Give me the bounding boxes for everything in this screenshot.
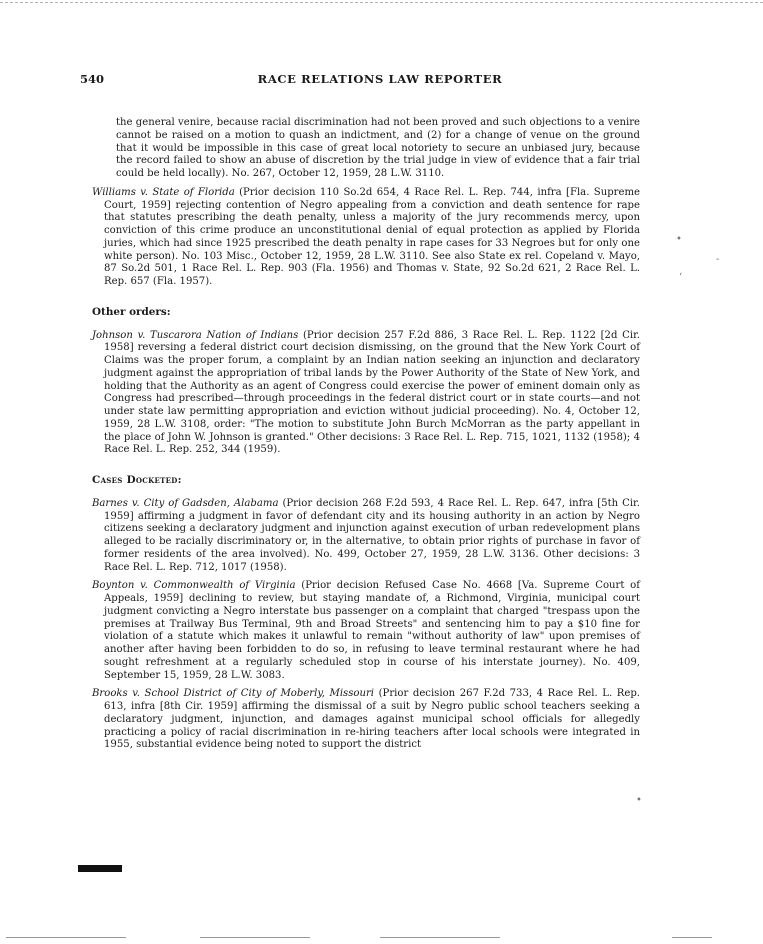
running-head: RACE RELATIONS LAW REPORTER	[257, 72, 503, 86]
section-heading-other-orders: Other orders:	[92, 305, 171, 318]
case-entry	[92, 580, 640, 682]
case-name: Barnes v. City of Gadsden, Alabama	[92, 497, 279, 509]
section-heading-cases-docketed: Cases Docketed:	[92, 474, 182, 486]
case-name: Boynton v. Commonwealth of Virginia	[92, 580, 296, 592]
scan-speck: -	[716, 254, 720, 265]
scan-bottom-edge	[200, 937, 310, 938]
case-entry	[92, 498, 640, 575]
case-name: Williams v. State of Florida	[92, 186, 235, 198]
scan-speck: •	[676, 234, 682, 245]
case-text: the general venire, because racial discrimination had not been proved and such objections to a venire cannot be raised on a motion to quash an indictment, and (2) for a change of venue on the ground that it would be impossible in this case of great local notoriety to secure an unbiased jury, because the record failed to show an abuse of discretion by the trial judge in view of evidence that a fair trial could be held locally). No. 267, October 12, 1959, 28 L.W. 3110.	[116, 117, 640, 179]
scan-top-edge	[0, 2, 763, 3]
case-text: (Prior decision Refused Case No. 4668 [Va. Supreme Court of Appeals, 1959] declining to review, but staying mandate of, a Richmond, Virginia, municipal court judgment convicting a Negro interstate bus passenger on a complaint that charged "trespass upon the premises at Trailway Bus Terminal, 9th and Broad Streets" and sentencing him to pay a $10 fine for violation of a statute which makes it unlawful to remain "without authority of law" upon premises of another after having been forbidden to do so, in refusing to leave terminal restaurant where he had sought refreshment at a regularly scheduled stop in course of his interstate journey). No. 409, September 15, 1959, 28 L.W. 3083.	[104, 580, 640, 681]
case-name: Johnson v. Tuscarora Nation of Indians	[92, 329, 299, 341]
case-name: Brooks v. School District of City of Moberly, Missouri	[92, 688, 375, 700]
page-header	[80, 72, 680, 90]
scan-bottom-edge	[672, 937, 712, 938]
case-text: (Prior decision 268 F.2d 593, 4 Race Rel. L. Rep. 647, infra [5th Cir. 1959] affirming a judgment in favor of defendant city and its housing authority in an action by Negro citizens seeking a declaratory judgment and injunction against execution of urban redevelopment plans alleged to be racially discriminatory or, in the alternative, to obtain prior rights of purchase in favor of former residents of the area involved). No. 499, October 27, 1959, 28 L.W. 3136. Other decisions: 3 Race Rel. L. Rep. 712, 1017 (1958).	[104, 497, 640, 573]
scan-bottom-edge	[380, 937, 500, 938]
scan-speck: ‘	[679, 272, 683, 283]
page-body	[92, 117, 640, 752]
scan-speck: •	[636, 795, 642, 806]
case-entry	[92, 688, 640, 752]
page-number: 540	[80, 72, 105, 86]
scan-ink-smudge	[78, 865, 122, 872]
case-text: (Prior decision 110 So.2d 654, 4 Race Rel. L. Rep. 744, infra [Fla. Supreme Court, 1959] rejecting contention of Negro appealing from a conviction and death sentence for rape that statutes prescribing the death penalty, unless a majority of the jury recommends mercy, upon conviction of this crime produce an unconstitutional denial of equal protection as applied by Florida juries, which had since 1925 prescribed the death penalty in rape cases for 33 Negroes but for only one white person). No. 103 Misc., October 12, 1959, 28 L.W. 3110. See also State ex rel. Copeland v. Mayo, 87 So.2d 501, 1 Race Rel. L. Rep. 903 (Fla. 1956) and Thomas v. State, 92 So.2d 621, 2 Race Rel. L. Rep. 657 (Fla. 1957).	[104, 186, 640, 287]
case-entry	[92, 330, 640, 458]
scan-bottom-edge	[6, 937, 126, 938]
case-text: (Prior decision 257 F.2d 886, 3 Race Rel. L. Rep. 1122 [2d Cir. 1958] reversing a federal district court decision dismissing, on the ground that the New York Court of Claims was the proper forum, a complaint by an Indian nation seeking an injunction and declaratory judgment against the appropriation of tribal lands by the Power Authority of the State of New York, and holding that the Authority as an agent of Congress could exercise the power of eminent domain only as Congress had prescribed—through proceedings in the federal district court or in state courts—and not under state law permitting appropriation and eviction without judicial proceeding). No. 4, October 12, 1959, 28 L.W. 3108, order: "The motion to substitute John Burch McMorran as the party appellant in the place of John W. Johnson is granted." Other decisions: 3 Race Rel. L. Rep. 715, 1021, 1132 (1958); 4 Race Rel. L. Rep. 252, 344 (1959).	[104, 329, 640, 456]
case-text: (Prior decision 267 F.2d 733, 4 Race Rel. L. Rep. 613, infra [8th Cir. 1959] affirming the dismissal of a suit by Negro public school teachers seeking a declaratory judgment, injunction, and damages against municipal school officials for allegedly practicing a policy of racial discrimination in re-hiring teachers after local schools were integrated in 1955, substantial evidence being noted to support the district	[104, 688, 640, 751]
case-entry-continued	[92, 117, 640, 181]
case-entry	[92, 187, 640, 289]
